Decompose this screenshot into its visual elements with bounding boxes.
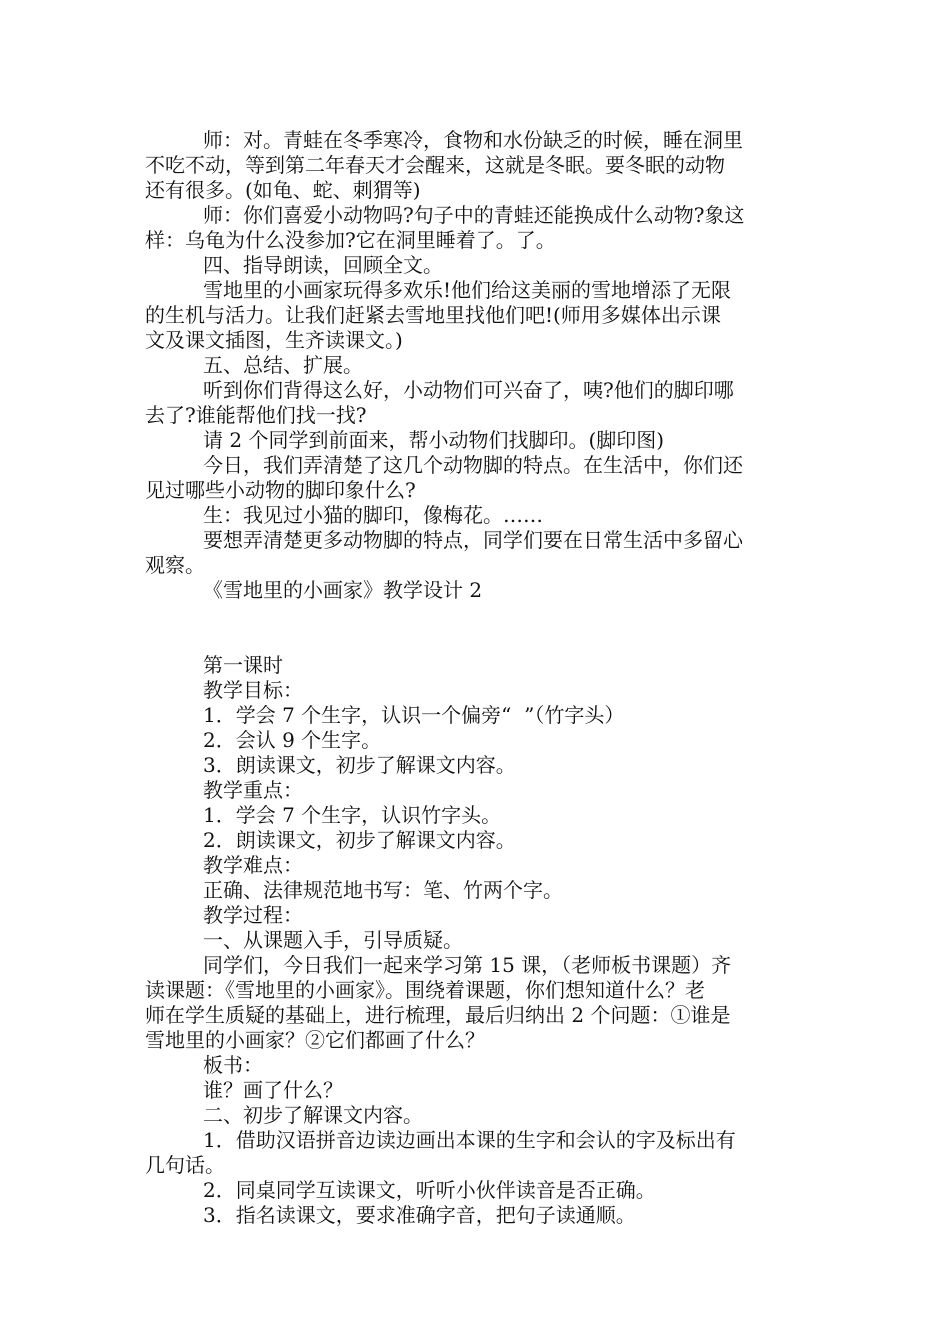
text-line: 听到你们背得这么好，小动物们可兴奋了，咦?他们的脚印哪 (203, 378, 734, 402)
text-line: 教学目标： (203, 678, 303, 702)
text-line: 不吃不动，等到第二年春天才会醒来，这就是冬眠。要冬眠的动物 (145, 153, 725, 177)
text-line: 五、总结、扩展。 (203, 353, 363, 377)
text-line: 1．借助汉语拼音边读边画出本课的生字和会认的字及标出有 (203, 1128, 736, 1152)
text-line: 第一课时 (203, 653, 283, 677)
text-line: 生：我见过小猫的脚印，像梅花。…… (203, 503, 543, 527)
text-line: 的生机与活力。让我们赶紧去雪地里找他们吧!(师用多媒体出示课 (145, 303, 721, 327)
text-line: 四、指导朗读，回顾全文。 (203, 253, 443, 277)
text-line: 1．学会 7 个生字，认识竹字头。 (203, 803, 502, 827)
text-line: 文及课文插图，生齐读课文。) (145, 328, 403, 352)
text-line: 样：乌龟为什么没参加?它在洞里睡着了。了。 (145, 228, 556, 252)
text-line: 教学过程： (203, 903, 303, 927)
text-line: 读课题：《雪地里的小画家》。围绕着课题，你们想知道什么？老 (145, 978, 705, 1002)
text-line: 教学重点： (203, 778, 303, 802)
text-line: 板书： (203, 1053, 263, 1077)
text-line: 去了?谁能帮他们找一找? (145, 403, 367, 427)
text-line: 观察。 (145, 553, 205, 577)
text-line: 二、初步了解课文内容。 (203, 1103, 423, 1127)
text-line: 《雪地里的小画家》教学设计 2 (203, 578, 483, 602)
text-line: 要想弄清楚更多动物脚的特点，同学们要在日常生活中多留心 (203, 528, 743, 552)
text-line: 2．会认 9 个生字。 (203, 728, 382, 752)
text-line: 2．同桌同学互读课文，听听小伙伴读音是否正确。 (203, 1178, 656, 1202)
text-line: 师：对。青蛙在冬季寒冷，食物和水份缺乏的时候，睡在洞里 (203, 128, 743, 152)
text-line: 3．指名读课文，要求准确字音，把句子读通顺。 (203, 1203, 636, 1227)
text-line: 雪地里的小画家？②它们都画了什么？ (145, 1028, 485, 1052)
text-line: 教学难点： (203, 853, 303, 877)
text-line: 师：你们喜爱小动物吗?句子中的青蛙还能换成什么动物?象这 (203, 203, 745, 227)
text-line: 请 2 个同学到前面来，帮小动物们找脚印。(脚印图) (203, 428, 665, 452)
text-line: 雪地里的小画家玩得多欢乐!他们给这美丽的雪地增添了无限 (203, 278, 732, 302)
text-line: 正确、法律规范地书写：笔、竹两个字。 (203, 878, 563, 902)
text-line: 见过哪些小动物的脚印象什么? (145, 478, 416, 502)
text-line: 同学们，今日我们一起来学习第 15 课，（老师板书课题）齐 (203, 953, 732, 977)
text-line: 几句话。 (145, 1153, 225, 1177)
text-line: 3．朗读课文，初步了解课文内容。 (203, 753, 516, 777)
text-line: 还有很多。(如龟、蛇、刺猬等) (145, 178, 421, 202)
text-line: 师在学生质疑的基础上，进行梳理，最后归纳出 2 个问题：①谁是 (145, 1003, 731, 1027)
text-line: 今日，我们弄清楚了这几个动物脚的特点。在生活中，你们还 (203, 453, 743, 477)
text-line: 谁？画了什么？ (203, 1078, 343, 1102)
text-line: 2．朗读课文，初步了解课文内容。 (203, 828, 516, 852)
text-line: 一、从课题入手，引导质疑。 (203, 928, 463, 952)
text-line: 1．学会 7 个生字，认识一个偏旁“ ”（竹字头） (203, 703, 625, 727)
